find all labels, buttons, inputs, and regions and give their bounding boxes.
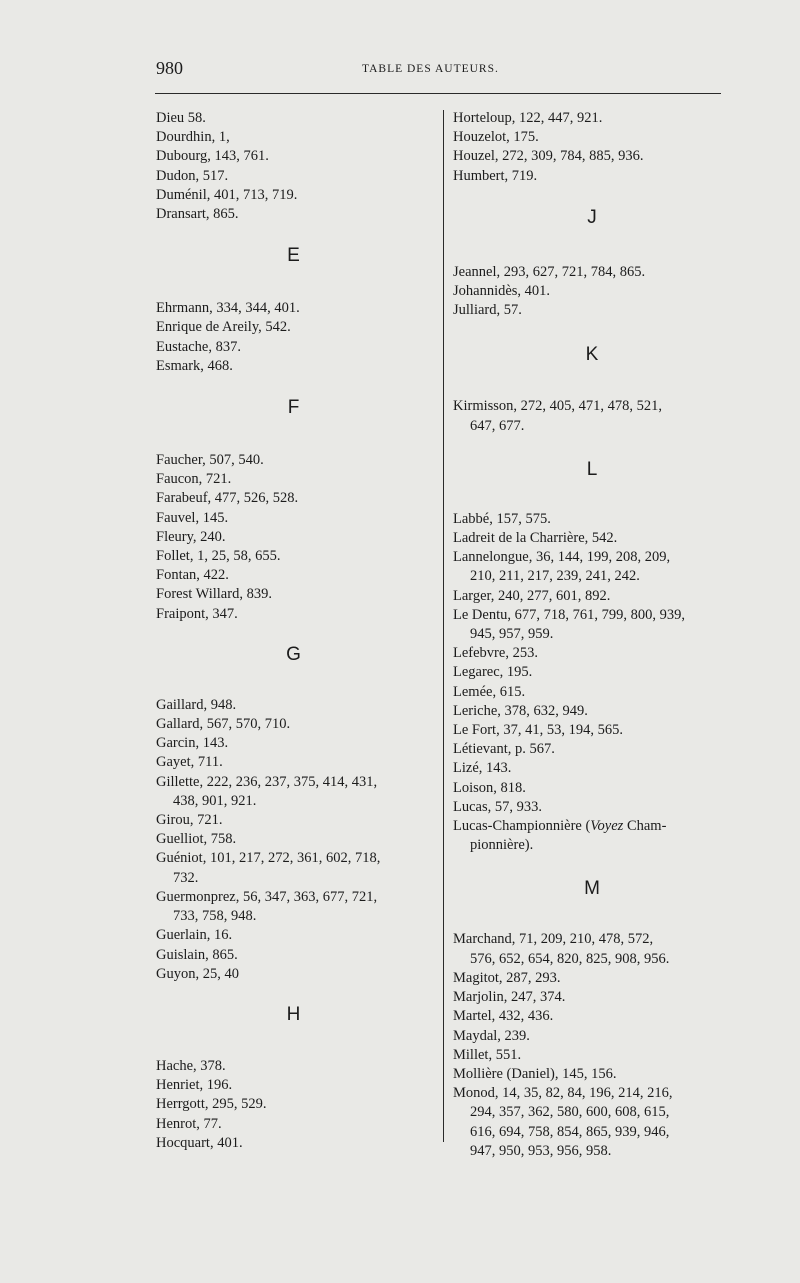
index-entry: Humbert, 719. bbox=[453, 167, 538, 184]
index-entry: Loison, 818. bbox=[453, 779, 526, 796]
index-entry: Herrgott, 295, 529. bbox=[156, 1096, 267, 1113]
column-divider bbox=[443, 110, 444, 1142]
index-entry: Follet, 1, 25, 58, 655. bbox=[156, 548, 281, 565]
see-reference: Voyez bbox=[590, 818, 624, 835]
index-entry: Girou, 721. bbox=[156, 812, 223, 829]
index-entry: Guermonprez, 56, 347, 363, 677, 721, bbox=[156, 888, 378, 905]
index-entry: Ladreit de la Charrière, 542. bbox=[453, 530, 618, 547]
index-entry: Johannidès, 401. bbox=[453, 283, 551, 300]
running-title: TABLE DES AUTEURS. bbox=[362, 63, 499, 75]
index-entry-continuation: 732. bbox=[173, 869, 199, 886]
section-letter-m: M bbox=[584, 878, 600, 900]
index-entry-continuation: 733, 758, 948. bbox=[173, 908, 257, 925]
header-rule bbox=[155, 93, 721, 94]
index-entry: Le Dentu, 677, 718, 761, 799, 800, 939, bbox=[453, 606, 685, 623]
index-entry: Larger, 240, 277, 601, 892. bbox=[453, 587, 611, 604]
index-entry: Gayet, 711. bbox=[156, 754, 223, 771]
index-entry: Guéniot, 101, 217, 272, 361, 602, 718, bbox=[156, 850, 381, 867]
index-entry-continuation: 947, 950, 953, 956, 958. bbox=[470, 1142, 612, 1159]
index-entry-continuation: 438, 901, 921. bbox=[173, 792, 257, 809]
index-entry: Fraipont, 347. bbox=[156, 605, 238, 622]
section-letter-h: H bbox=[286, 1003, 301, 1025]
index-entry: Hache, 378. bbox=[156, 1057, 226, 1074]
index-entry: Farabeuf, 477, 526, 528. bbox=[156, 490, 299, 507]
index-entry: Lizé, 143. bbox=[453, 760, 512, 777]
entry-text: Cham- bbox=[623, 818, 667, 835]
index-entry: Julliard, 57. bbox=[453, 302, 522, 319]
index-entry-continuation: 616, 694, 758, 854, 865, 939, 946, bbox=[470, 1123, 670, 1140]
index-entry: Horteloup, 122, 447, 921. bbox=[453, 110, 603, 126]
index-entry: Duménil, 401, 713, 719. bbox=[156, 186, 298, 203]
index-entry: Le Fort, 37, 41, 53, 194, 565. bbox=[453, 722, 623, 739]
index-entry-continuation: pionnière). bbox=[470, 837, 534, 854]
index-entry: Henrot, 77. bbox=[156, 1115, 222, 1132]
index-entry: Kirmisson, 272, 405, 471, 478, 521, bbox=[453, 398, 663, 415]
index-entry: Martel, 432, 436. bbox=[453, 1008, 554, 1025]
index-entry: Fauvel, 145. bbox=[156, 509, 229, 526]
index-entry: Eustache, 837. bbox=[156, 338, 241, 355]
index-entry: Houzel, 272, 309, 784, 885, 936. bbox=[453, 148, 644, 165]
index-entry: Hocquart, 401. bbox=[156, 1134, 243, 1151]
index-entry-continuation: 294, 357, 362, 580, 600, 608, 615, bbox=[470, 1104, 670, 1121]
index-entry-continuation: 210, 211, 217, 239, 241, 242. bbox=[470, 568, 640, 585]
index-entry: Dudon, 517. bbox=[156, 167, 229, 184]
index-entry: Monod, 14, 35, 82, 84, 196, 214, 216, bbox=[453, 1085, 673, 1102]
index-entry: Létievant, p. 567. bbox=[453, 741, 555, 758]
index-entry bbox=[453, 817, 731, 836]
index-entry-continuation: 945, 957, 959. bbox=[470, 626, 554, 643]
index-entry: Mollière (Daniel), 145, 156. bbox=[453, 1065, 617, 1082]
index-entry: Guyon, 25, 40 bbox=[156, 965, 239, 982]
index-entry-continuation: 576, 652, 654, 820, 825, 908, 956. bbox=[470, 950, 670, 967]
index-entry: Gaillard, 948. bbox=[156, 696, 237, 713]
index-entry: Lucas, 57, 933. bbox=[453, 798, 542, 815]
index-entry: Ehrmann, 334, 344, 401. bbox=[156, 300, 300, 317]
index-entry: Jeannel, 293, 627, 721, 784, 865. bbox=[453, 263, 646, 280]
index-entry: Legarec, 195. bbox=[453, 664, 533, 681]
index-entry: Dubourg, 143, 761. bbox=[156, 148, 269, 165]
index-entry: Maydal, 239. bbox=[453, 1027, 530, 1044]
section-letter-l: L bbox=[586, 458, 598, 480]
index-entry: Guislain, 865. bbox=[156, 946, 238, 963]
index-entry: Henriet, 196. bbox=[156, 1077, 233, 1094]
index-entry: Marchand, 71, 209, 210, 478, 572, bbox=[453, 931, 654, 948]
index-entry: Millet, 551. bbox=[453, 1046, 522, 1063]
index-entry: Dieu 58. bbox=[156, 110, 206, 126]
index-entry: Leriche, 378, 632, 949. bbox=[453, 702, 588, 719]
index-entry: Gillette, 222, 236, 237, 375, 414, 431, bbox=[156, 773, 378, 790]
index-entry: Esmark, 468. bbox=[156, 357, 233, 374]
index-entry: Gallard, 567, 570, 710. bbox=[156, 716, 291, 733]
index-entry: Enrique de Areily, 542. bbox=[156, 319, 291, 336]
section-letter-f: F bbox=[287, 397, 300, 419]
index-entry: Faucon, 721. bbox=[156, 471, 232, 488]
section-letter-j: J bbox=[587, 206, 597, 228]
index-entry: Magitot, 287, 293. bbox=[453, 969, 561, 986]
index-entry: Fleury, 240. bbox=[156, 528, 226, 545]
right-column bbox=[453, 109, 731, 1161]
entry-text: Lucas-Championnière ( bbox=[453, 818, 591, 835]
index-entry: Garcin, 143. bbox=[156, 735, 229, 752]
index-entry: Fontan, 422. bbox=[156, 567, 229, 584]
index-entry: Dourdhin, 1, bbox=[156, 129, 230, 146]
index-entry-continuation: 647, 677. bbox=[470, 417, 525, 434]
page-number: 980 bbox=[156, 58, 183, 78]
index-entry: Houzelot, 175. bbox=[453, 129, 539, 146]
section-letter-k: K bbox=[585, 344, 599, 366]
index-entry: Guerlain, 16. bbox=[156, 927, 233, 944]
index-entry: Guelliot, 758. bbox=[156, 831, 237, 848]
index-entry: Faucher, 507, 540. bbox=[156, 452, 264, 469]
index-entry: Lefebvre, 253. bbox=[453, 645, 538, 662]
section-letter-g: G bbox=[286, 643, 301, 665]
index-entry: Lemée, 615. bbox=[453, 683, 526, 700]
index-entry: Marjolin, 247, 374. bbox=[453, 989, 566, 1006]
index-entry: Lannelongue, 36, 144, 199, 208, 209, bbox=[453, 549, 671, 566]
left-column bbox=[156, 109, 431, 1153]
index-entry: Dransart, 865. bbox=[156, 206, 239, 223]
index-entry: Forest Willard, 839. bbox=[156, 586, 272, 603]
section-letter-e: E bbox=[287, 245, 300, 267]
index-entry: Labbé, 157, 575. bbox=[453, 510, 551, 527]
